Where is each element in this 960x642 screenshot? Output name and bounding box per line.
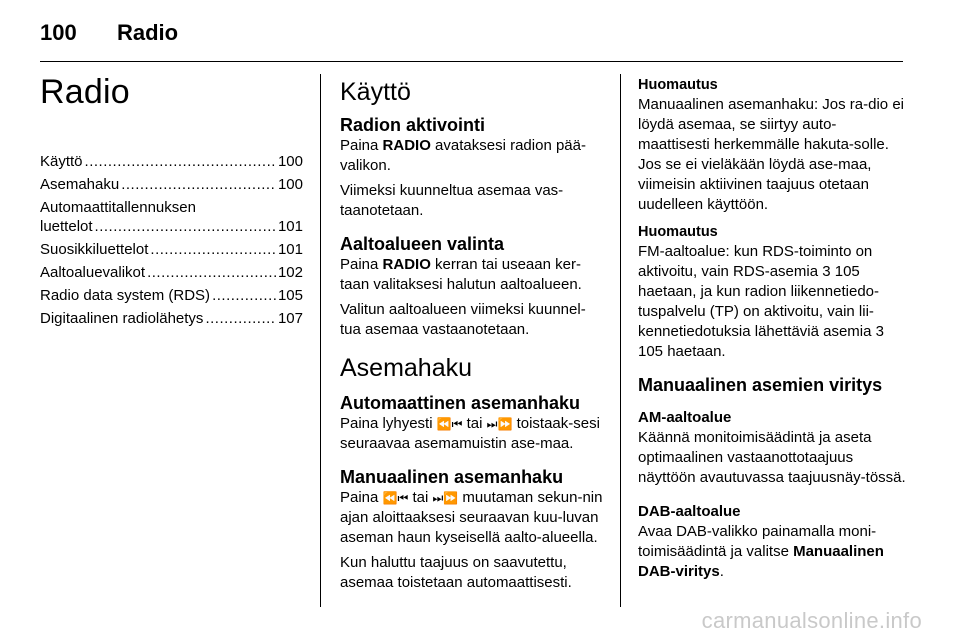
header-rule <box>40 61 903 62</box>
note-text: FM-aaltoalue: kun RDS-toiminto on aktivoitu, vain RDS-asemia 3 105 haetaan, ja kun radion liikennetiedo-tuspalvelu (TP) on aktivoitu, vain lii-kennetiedotuksia lähettäviä asemia 3 105 haetaan. <box>638 243 884 360</box>
paragraph: Käännä monitoimisäädintä ja aseta optimaalinen vastaanottotaajuus näyttöön avautuvassa taajuusnäy-tössä. <box>638 429 906 486</box>
toc-page: 105 <box>277 287 303 304</box>
toc-label: Radio data system (RDS) <box>40 287 211 304</box>
page-reference[interactable]: 3 105 <box>638 323 884 360</box>
toc-label: Digitaalinen radiolähetys <box>40 310 204 327</box>
toc-item[interactable] <box>40 284 303 307</box>
column-divider-2 <box>620 74 621 607</box>
paragraph: Avaa DAB-valikko painamalla moni-toimisäädintä ja valitse Manuaalinen DAB-viritys. <box>638 523 884 580</box>
running-header: Radio <box>117 20 179 45</box>
subheading-auto: Automaattinen asemanhaku <box>340 393 581 413</box>
paragraph: Paina ⏪⏮ tai ⏭⏩ muutaman sekun-nin ajan aloittaaksesi seuraavan kuu-luvan aseman haun kyseisellä aalto-alueella. <box>340 489 603 546</box>
toc-label: Käyttö <box>40 153 83 170</box>
toc-page: 100 <box>277 153 303 170</box>
paragraph: Paina RADIO kerran tai useaan ker-taan valitaksesi halutun aaltoalueen. <box>340 256 582 293</box>
chapter-title: Radio <box>40 73 130 111</box>
paragraph: Kun haluttu taajuus on saavutettu, asemaa toistetaan automaattisesti. <box>340 554 572 591</box>
paragraph: Valitun aaltoalueen viimeksi kuunnel-tua asemaa vastaanotetaan. <box>340 301 586 338</box>
seek-back-icon: ⏪⏮ <box>436 417 463 431</box>
toc-item[interactable] <box>40 238 303 261</box>
toc-label: Suosikkiluettelot <box>40 241 149 258</box>
page-number: 100 <box>40 20 77 45</box>
toc-page: 107 <box>277 310 303 327</box>
watermark: carmanualsonline.info <box>701 608 922 633</box>
toc-item[interactable] <box>40 150 303 173</box>
note-text: Manuaalinen asemanhaku: Jos ra-dio ei löydä asemaa, se siirtyy auto-maattisesti herkemmälle hakuta-solle. Jos se ei vieläkään löydä ase-maa, viimeisin aktiivinen taajuus otetaan uudelleen käyttöön. <box>638 96 904 213</box>
column-3 <box>638 76 906 587</box>
toc-item[interactable] <box>40 261 303 284</box>
toc-page: 102 <box>277 264 303 281</box>
column-divider-1 <box>320 74 321 607</box>
page-reference[interactable]: 3 105 <box>822 263 860 280</box>
column-2 <box>340 78 605 598</box>
toc-label: Automaattitallennuksen <box>40 199 196 216</box>
section-heading-asemahaku: Asemahaku <box>340 354 473 382</box>
subheading-viritys: Manuaalinen asemien viritys <box>638 375 883 395</box>
subsubheading-dab: DAB-aaltoalue <box>638 503 741 520</box>
note-heading: Huomautus <box>638 77 718 93</box>
seek-back-icon: ⏪⏮ <box>382 491 409 505</box>
subheading-aktivointi: Radion aktivointi <box>340 115 486 135</box>
paragraph: Paina lyhyesti ⏪⏮ tai ⏭⏩ toistaak-sesi seuraavaa asemamuistin ase-maa. <box>340 415 600 452</box>
toc-item[interactable] <box>40 173 303 196</box>
subsubheading-am: AM-aaltoalue <box>638 409 732 426</box>
seek-forward-icon: ⏭⏩ <box>432 491 459 505</box>
paragraph: Paina RADIO avataksesi radion pää-valikon. <box>340 137 586 174</box>
toc-page: 101 <box>277 241 303 258</box>
toc-label: Asemahaku <box>40 176 120 193</box>
toc-label: luettelot <box>40 218 93 235</box>
subheading-aaltoalue: Aaltoalueen valinta <box>340 234 505 254</box>
seek-forward-icon: ⏭⏩ <box>486 417 513 431</box>
note-heading: Huomautus <box>638 224 718 240</box>
toc-label: Aaltoaluevalikot <box>40 264 146 281</box>
toc-page: 100 <box>277 176 303 193</box>
paragraph: Viimeksi kuunneltua asemaa vas-taanotetaan. <box>340 182 564 219</box>
toc-page: 101 <box>277 218 303 235</box>
section-heading-kaytto: Käyttö <box>340 78 411 106</box>
subheading-manual: Manuaalinen asemanhaku <box>340 467 564 487</box>
toc-item[interactable] <box>40 307 303 330</box>
toc-item[interactable] <box>40 215 303 238</box>
table-of-contents <box>40 150 303 330</box>
